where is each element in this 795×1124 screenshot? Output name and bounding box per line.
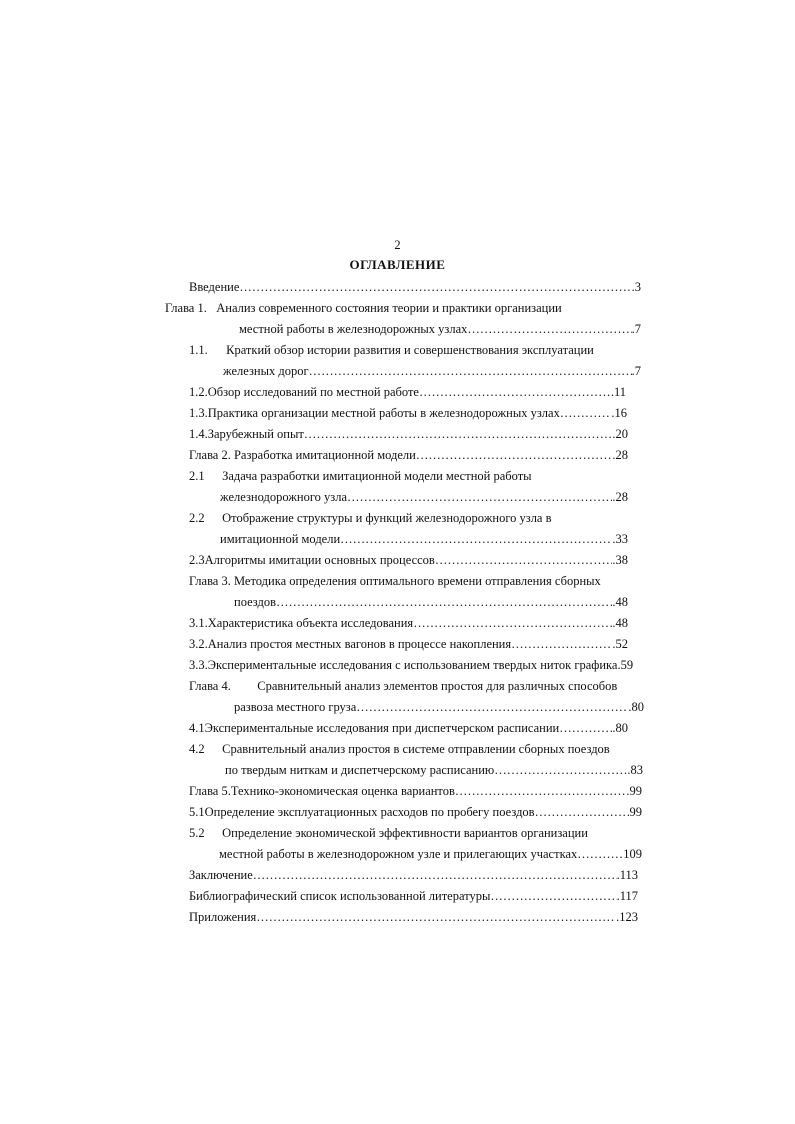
- leader-dots: [511, 636, 612, 652]
- toc-page: .33: [612, 532, 628, 546]
- toc-number: 1.1.: [189, 343, 208, 357]
- toc-page: .3: [631, 280, 641, 294]
- leader-dots: [416, 447, 613, 463]
- toc-title: поездов: [234, 595, 277, 609]
- toc-entry-bibliography: [189, 888, 638, 904]
- toc-page: .20: [612, 427, 628, 441]
- toc-title: Технико-экономическая оценка вариантов: [230, 784, 455, 798]
- leader-dots: [413, 615, 612, 631]
- toc-title: железнодорожного узла: [220, 490, 348, 504]
- toc-page: .28: [612, 490, 628, 504]
- toc-entry-1-1: [189, 342, 594, 358]
- toc-number: Глава 1.: [165, 301, 207, 315]
- toc-number: 4.2: [189, 742, 205, 756]
- leader-dots: [467, 321, 631, 337]
- toc-title: Экспериментальные исследования при диспетчерском расписании: [204, 721, 560, 735]
- toc-entry-appendix: [189, 909, 638, 925]
- toc-page: .7: [631, 322, 641, 336]
- toc-entry-chapter-4-cont: [234, 699, 644, 715]
- leader-dots: [309, 363, 632, 379]
- toc-title: Определение эксплуатационных расходов по пробегу поездов: [204, 805, 535, 819]
- toc-number: 5.1: [189, 805, 205, 819]
- toc-heading: ОГЛАВЛЕНИЕ: [349, 257, 446, 272]
- toc-page: .80: [612, 721, 628, 735]
- toc-entry-2-2: [189, 510, 552, 526]
- toc-page: .16: [611, 406, 627, 420]
- toc-entry-1-1-cont: [223, 363, 641, 379]
- toc-entry-chapter-3-cont: [234, 594, 628, 610]
- toc-entry-3-2: [189, 636, 628, 652]
- toc-entry-2-2-cont: [220, 531, 628, 547]
- toc-title: Определение экономической эффективности вариантов организации: [222, 826, 588, 840]
- toc-title: Заключение: [189, 868, 253, 882]
- toc-number: 3.3.: [189, 658, 208, 672]
- toc-number: 4.1: [189, 721, 205, 735]
- toc-title: Сравнительный анализ элементов простоя для различных способов: [257, 679, 618, 693]
- toc-page: .52: [612, 637, 628, 651]
- toc-page: .117: [616, 889, 638, 903]
- toc-title: Задача разработки имитационной модели местной работы: [222, 469, 532, 483]
- toc-entry-chapter-1: [165, 300, 562, 316]
- toc-title: Краткий обзор истории развития и совершенствования эксплуатации: [226, 343, 594, 357]
- leader-dots: [490, 888, 616, 904]
- toc-page: .80: [628, 700, 644, 714]
- toc-number: 2.1: [189, 469, 205, 483]
- toc-number: 1.3.: [189, 406, 208, 420]
- toc-entry-1-3: [189, 405, 627, 421]
- toc-title: Приложения: [189, 910, 257, 924]
- toc-title: по твердым ниткам и диспетчерскому расписанию: [225, 763, 495, 777]
- toc-entry-4-2: [189, 741, 610, 757]
- leader-dots: [347, 489, 612, 505]
- toc-number: 1.4.: [189, 427, 208, 441]
- toc-page: .28: [612, 448, 628, 462]
- toc-title: Анализ простоя местных вагонов в процессе накопления: [207, 637, 512, 651]
- toc-entry-2-1-cont: [220, 489, 628, 505]
- toc-number: Глава 3.: [189, 574, 231, 588]
- toc-page: 99: [629, 805, 642, 819]
- toc-title: Библиографический список использованной литературы: [189, 889, 491, 903]
- leader-dots: [276, 594, 612, 610]
- toc-entry-2-3: [189, 552, 628, 568]
- toc-number: Глава 4.: [189, 679, 231, 693]
- toc-entry-5-2-cont: [219, 846, 642, 862]
- toc-title: железных дорог: [223, 364, 309, 378]
- toc-page: .48: [612, 616, 628, 630]
- leader-dots: [494, 762, 627, 778]
- toc-entry-conclusion: [189, 867, 638, 883]
- toc-page: 109: [623, 847, 642, 861]
- toc-title: имитационной модели: [220, 532, 341, 546]
- toc-title: Методика определения оптимального времени отправления сборных: [233, 574, 601, 588]
- toc-title: Разработка имитационной модели: [233, 448, 416, 462]
- toc-title: Обзор исследований по местной работе: [207, 385, 419, 399]
- toc-title: Характеристика объекта исследования: [207, 616, 414, 630]
- toc-entry-2-1: [189, 468, 532, 484]
- toc-number: Глава 5.: [189, 784, 231, 798]
- toc-page: .38: [612, 553, 628, 567]
- toc-title: Алгоритмы имитации основных процессов: [204, 553, 435, 567]
- toc-page: .99: [626, 784, 642, 798]
- toc-entry-4-2-cont: [225, 762, 643, 778]
- leader-dots: [435, 552, 613, 568]
- toc-page: .123: [616, 910, 638, 924]
- toc-number: 2.3: [189, 553, 205, 567]
- toc-title: Анализ современного состояния теории и практики организации: [216, 301, 562, 315]
- toc-title: Сравнительный анализ простоя в системе отправлении сборных поездов: [222, 742, 610, 756]
- toc-page: .113: [616, 868, 638, 882]
- toc-number: 3.2.: [189, 637, 208, 651]
- toc-entry-chapter-4: [189, 678, 617, 694]
- leader-dots: [419, 384, 611, 400]
- toc-entry-5-2: [189, 825, 588, 841]
- toc-title: Практика организации местной работы в железнодорожных узлах: [207, 406, 560, 420]
- toc-page: .59: [617, 658, 634, 672]
- leader-dots: [560, 405, 612, 421]
- leader-dots: [304, 426, 613, 442]
- toc-title: Отображение структуры и функций железнодорожного узла в: [222, 511, 552, 525]
- leader-dots: [559, 720, 612, 736]
- leader-dots: [253, 867, 617, 883]
- toc-page: .11: [610, 385, 626, 399]
- leader-dots: [256, 909, 616, 925]
- toc-entry-5-1: [189, 804, 642, 820]
- toc-entry-intro: [189, 279, 641, 295]
- toc-page: .7: [631, 364, 641, 378]
- leader-dots: [340, 531, 612, 547]
- toc-title: Экспериментальные исследования с использованием твердых ниток графика: [207, 658, 618, 672]
- toc-entry-1-4: [189, 426, 628, 442]
- toc-entry-1-2: [189, 384, 626, 400]
- toc-entry-3-1: [189, 615, 628, 631]
- leader-dots: [577, 846, 623, 862]
- toc-number: 1.2.: [189, 385, 208, 399]
- toc-entry-chapter-3: [189, 573, 601, 589]
- toc-entry-3-3: [189, 657, 634, 673]
- toc-number: 2.2: [189, 511, 205, 525]
- toc-number: Глава 2.: [189, 448, 231, 462]
- leader-dots: [535, 804, 630, 820]
- toc-entry-chapter-1-cont: [239, 321, 641, 337]
- toc-title: развоза местного груза: [234, 700, 357, 714]
- toc-entry-chapter-5: [189, 783, 642, 799]
- toc-number: 3.1.: [189, 616, 208, 630]
- leader-dots: [239, 279, 631, 295]
- toc-title: местной работы в железнодорожных узлах: [239, 322, 468, 336]
- toc-number: 5.2: [189, 826, 205, 840]
- toc-title: Зарубежный опыт: [207, 427, 304, 441]
- toc-title: местной работы в железнодорожном узле и прилегающих участках: [219, 847, 578, 861]
- leader-dots: [356, 699, 628, 715]
- toc-page: .48: [612, 595, 628, 609]
- page-number: 2: [394, 238, 401, 252]
- toc-entry-chapter-2: [189, 447, 628, 463]
- toc-title: Введение: [189, 280, 240, 294]
- toc-entry-4-1: [189, 720, 628, 736]
- leader-dots: [455, 783, 626, 799]
- toc-page: .83: [627, 763, 643, 777]
